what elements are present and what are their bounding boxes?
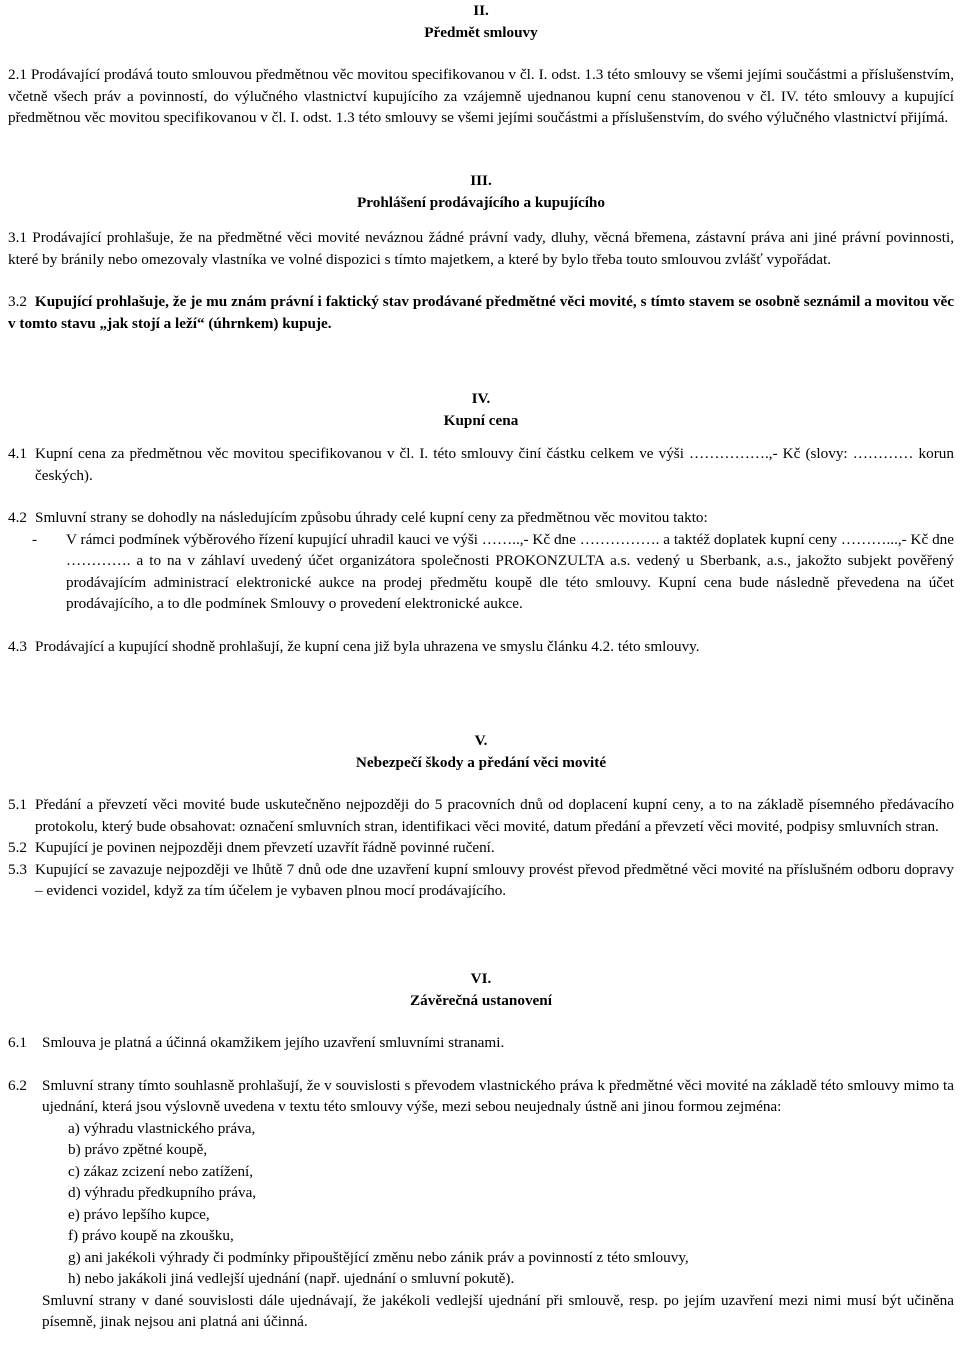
clause-6-2-text: Smluvní strany tímto souhlasně prohlašují, že v souvislosti s převodem vlastnického práva k předmětné věci movité na základě této smlouvy mimo ta ujednání, která jsou výslovně uvedena v textu této smlouvy výše, mezi sebou neujednaly ústně ani jinou formou zejména: <box>42 1076 954 1115</box>
section-6-title: Závěrečná ustanovení <box>410 991 552 1009</box>
list-item: d) výhradu předkupního práva, <box>68 1184 257 1201</box>
clause-6-1 <box>8 1032 954 1054</box>
clause-5-3-text: Kupující se zavazuje nejpozději ve lhůtě 7 dnů ode dne uzavření kupní smlouvy provést převod předmětné věci movité na příslušném odboru dopravy – evidenci vozidel, když za tím účelem je vybaven plnou mocí prodávajícího. <box>35 860 954 899</box>
clause-4-1 <box>8 443 954 486</box>
clause-4-2-subtext: V rámci podmínek výběrového řízení kupující uhradil kauci ve výši ……..,- Kč dne ……………. a taktéž doplatek kupní ceny ………...,- Kč dne …………. a to na v záhlaví uvedený účet organizátora společnosti PROKONZULTA a.s. vedený u Sberbank, a.s., jakožto subjekt pověřený prodávajícím administrací elektronické aukce na prodej předmětu koupě dle této smlouvy. Kupní cena bude následně převedena na účet prodávajícího, a to dle podmínek Smlouvy o provedení elektronické aukce. <box>66 530 954 612</box>
clause-4-1-number: 4.1 <box>8 445 27 462</box>
clause-2-1-number: 2.1 <box>8 66 27 83</box>
section-2 <box>8 0 954 129</box>
clause-5-1-text: Předání a převzetí věci movité bude uskutečněno nejpozději do 5 pracovních dnů od doplacení kupní ceny, a to na základě písemného předávacího protokolu, který bude obsahovat: označení smluvních stran, identifikaci věci movité, datum předání a převzetí věci movité, podpisy smluvních stran. <box>35 796 954 835</box>
clause-5-2-text: Kupující je povinen nejpozději dnem převzetí uzavřít řádně povinné ručení. <box>35 839 495 856</box>
section-6-number: VI. <box>470 970 492 987</box>
clause-4-2-number: 4.2 <box>8 509 27 526</box>
section-3 <box>8 170 954 334</box>
section-4-title: Kupní cena <box>443 411 519 429</box>
clause-5-3-number: 5.3 <box>8 860 27 878</box>
section-3-number: III. <box>470 172 492 189</box>
clause-5-3 <box>8 859 954 902</box>
clause-5-1 <box>8 794 954 837</box>
clause-6-1-number: 6.1 <box>8 1034 27 1051</box>
clause-4-2-dash: - <box>32 530 38 548</box>
clause-6-2-list <box>68 1118 954 1290</box>
section-5 <box>8 730 954 902</box>
section-5-number: V. <box>474 732 488 749</box>
clause-3-1-number: 3.1 <box>8 229 27 246</box>
clause-4-2 <box>8 507 954 529</box>
list-item: g) ani jakékoli výhrady či podmínky připouštějící změnu nebo zánik práv a povinností z této smlouvy, <box>68 1248 689 1266</box>
clause-4-2-bullet <box>32 529 954 615</box>
clause-2-1-text: Prodávající prodává touto smlouvou předmětnou věc movitou specifikovanou v čl. I. odst. 1.3 této smlouvy se všemi jejími součástmi a příslušenstvím, včetně všech práv a povinností, do výlučného vlastnictví kupujícího za vzájemně ujednanou kupní cenu stanovenou v čl. IV. této smlouvy a kupující předmětnou věc movitou specifikovanou v čl. I. odst. 1.3 této smlouvy se všemi jejími součástmi a příslušenstvím, do svého výlučného vlastnictví přijímá. <box>8 66 954 126</box>
list-item: a) výhradu vlastnického práva, <box>68 1119 256 1137</box>
clause-6-2 <box>8 1075 954 1118</box>
clause-4-3-number: 4.3 <box>8 637 27 655</box>
clause-6-2-number: 6.2 <box>8 1076 27 1094</box>
list-item: h) nebo jakákoli jiná vedlejší ujednání (např. ujednání o smluvní pokutě). <box>68 1270 515 1287</box>
section-4-number: IV. <box>471 390 491 407</box>
section-2-number: II. <box>473 2 489 19</box>
clause-5-2-number: 5.2 <box>8 839 27 856</box>
list-item: c) zákaz zcizení nebo zatížení, <box>68 1162 254 1180</box>
clause-2-1 <box>8 64 954 129</box>
clause-4-2-text: Smluvní strany se dohodly na následujícím způsobu úhrady celé kupní ceny za předmětnou věc movitou takto: <box>35 509 708 526</box>
clause-6-2-closing <box>8 1290 954 1333</box>
section-6 <box>8 968 954 1333</box>
clause-5-2 <box>8 837 954 859</box>
section-3-title: Prohlášení prodávajícího a kupujícího <box>357 193 605 211</box>
section-5-title: Nebezpečí škody a předání věci movité <box>355 753 607 771</box>
section-2-title: Předmět smlouvy <box>424 23 538 41</box>
clause-5-1-number: 5.1 <box>8 796 27 813</box>
clause-4-3-text: Prodávající a kupující shodně prohlašují, že kupní cena již byla uhrazena ve smyslu článku 4.2. této smlouvy. <box>35 637 700 655</box>
list-item: b) právo zpětné koupě, <box>68 1141 208 1158</box>
clause-3-2-text: Kupující prohlašuje, že je mu znám právní i faktický stav prodávané předmětné věci movité, s tímto stavem se osobně seznámil a movitou věc v tomto stavu „jak stojí a leží“ (úhrnkem) kupuje. <box>8 293 954 332</box>
list-item: f) právo koupě na zkoušku, <box>68 1227 234 1244</box>
section-4-block <box>8 388 954 657</box>
clause-4-1-text: Kupní cena za předmětnou věc movitou specifikovanou v čl. I. této smlouvy činí částku celkem ve výši …………….,- Kč (slovy: ………… korun českých). <box>35 445 954 484</box>
list-item: e) právo lepšího kupce, <box>68 1205 210 1223</box>
clause-3-1 <box>8 227 954 270</box>
clause-6-2-closing-text: Smluvní strany v dané souvislosti dále ujednávají, že jakékoli vedlejší ujednání při smlouvě, resp. po jejím uzavření mezi nimi musí být učiněna písemně, jinak nejsou ani platná ani účinná. <box>42 1291 954 1330</box>
clause-3-2-number: 3.2 <box>8 293 27 310</box>
clause-3-2 <box>8 291 954 334</box>
clause-6-1-text: Smlouva je platná a účinná okamžikem jejího uzavření smluvními stranami. <box>42 1034 505 1051</box>
clause-3-1-text: Prodávající prohlašuje, že na předmětné věci movité neváznou žádné právní vady, dluhy, věcná břemena, zástavní práva ani jiné právní povinnosti, které by bránily nebo omezovaly vlastníka ve volné dispozici s tímto majetkem, a které by bylo třeba touto smlouvou zvlášť vypořádat. <box>8 229 954 268</box>
clause-4-3 <box>8 636 954 658</box>
